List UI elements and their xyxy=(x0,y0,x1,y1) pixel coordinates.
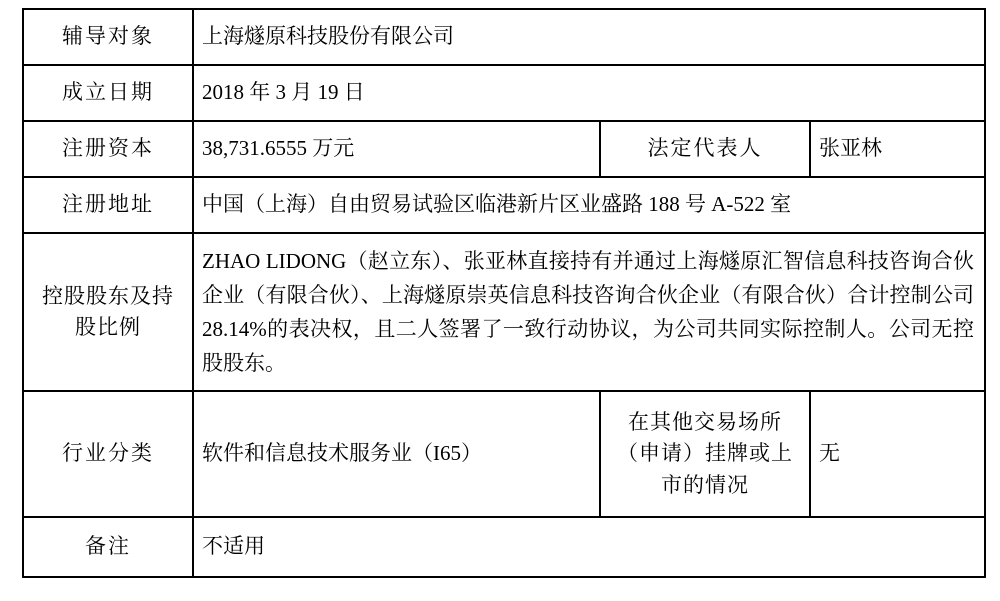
table-row xyxy=(23,65,985,121)
row-value-guidance-target: 上海燧原科技股份有限公司 xyxy=(193,9,985,65)
table-row xyxy=(23,121,985,177)
row-label-registered-capital: 注册资本 xyxy=(23,121,193,177)
row-value-registered-capital: 38,731.6555 万元 xyxy=(193,121,600,177)
row-label-registered-address: 注册地址 xyxy=(23,177,193,233)
row-value-establish-date: 2018 年 3 月 19 日 xyxy=(193,65,985,121)
row-value-other-exchange-listing: 无 xyxy=(810,391,985,517)
table-row xyxy=(23,517,985,577)
table-row xyxy=(23,177,985,233)
row-value-remarks: 不适用 xyxy=(193,517,985,577)
company-info-table xyxy=(22,8,986,578)
row-value-legal-representative: 张亚林 xyxy=(810,121,985,177)
row-label-other-exchange-listing: 在其他交易场所（申请）挂牌或上市的情况 xyxy=(600,391,810,517)
row-label-establish-date: 成立日期 xyxy=(23,65,193,121)
row-value-industry-classification: 软件和信息技术服务业（I65） xyxy=(193,391,600,517)
row-label-controlling-shareholder: 控股股东及持股比例 xyxy=(23,233,193,391)
row-value-registered-address: 中国（上海）自由贸易试验区临港新片区业盛路 188 号 A-522 室 xyxy=(193,177,985,233)
row-value-controlling-shareholder: ZHAO LIDONG（赵立东）、张亚林直接持有并通过上海燧原汇智信息科技咨询合伙企业（有限合伙）、上海燧原崇英信息科技咨询合伙企业（有限合伙）合计控制公司 28.14%的表决权，且二人签署了一致行动协议，为公司共同实际控制人。公司无控股股东。 xyxy=(193,233,985,391)
row-label-industry-classification: 行业分类 xyxy=(23,391,193,517)
row-label-legal-representative: 法定代表人 xyxy=(600,121,810,177)
table-row xyxy=(23,9,985,65)
table-row xyxy=(23,233,985,391)
row-label-remarks: 备注 xyxy=(23,517,193,577)
row-label-guidance-target: 辅导对象 xyxy=(23,9,193,65)
table-row xyxy=(23,391,985,517)
